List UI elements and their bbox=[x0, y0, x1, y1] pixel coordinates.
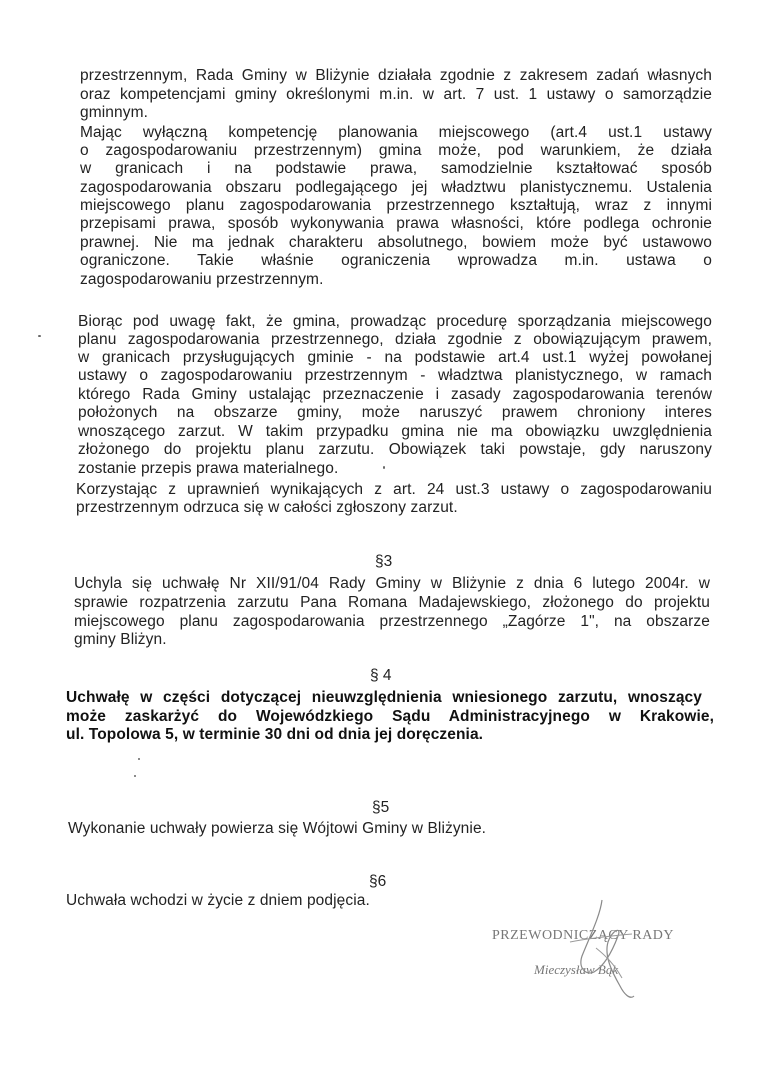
section-4-line: ul. Topolowa 5, w terminie 30 dni od dnia jej doręczenia. bbox=[66, 726, 484, 743]
paragraph-line: planu zagospodarowania przestrzennego, działa zgodnie z obowiązującym prawem, bbox=[78, 331, 712, 348]
paragraph-line: ograniczone. Takie właśnie ograniczenia wprowadza m.in. ustawa o bbox=[80, 252, 712, 269]
paragraph-line: wnoszącego zarzut. W takim przypadku gmina nie ma obowiązku uwzględnienia bbox=[78, 423, 712, 440]
section-heading: §6 bbox=[369, 873, 387, 890]
paragraph-line: o zagospodarowaniu przestrzennym) gmina może, pod warunkiem, że działa bbox=[80, 142, 712, 159]
section-5-line: Wykonanie uchwały powierza się Wójtowi Gminy w Bliżynie. bbox=[68, 820, 487, 837]
scan-speck bbox=[38, 335, 41, 337]
section-heading: § 4 bbox=[370, 667, 392, 684]
paragraph-line: zostanie przepis prawa materialnego. bbox=[78, 460, 339, 477]
paragraph-line: położonych na obszarze gminy, może naruszyć prawem chroniony interes bbox=[78, 404, 712, 421]
paragraph-line: w granicach przysługujących gminie - na podstawie art.4 ust.1 wyżej powołanej bbox=[78, 349, 712, 366]
paragraph-line: zagospodarowania obszaru podlegającego jej władztwu planistycznemu. Ustalenia bbox=[80, 179, 712, 196]
section-3-line: miejscowego planu zagospodarowania przestrzennego „Zagórze 1", na obszarze bbox=[74, 613, 710, 630]
stamp-name: Mieczysław Bąk bbox=[534, 962, 619, 977]
paragraph-line: Korzystając z uprawnień wynikających z art. 24 ust.3 ustawy o zagospodarowaniu bbox=[76, 481, 712, 498]
paragraph-line: którego Rada Gminy ustalając przeznaczenie i zasady zagospodarowania terenów bbox=[78, 386, 712, 403]
paragraph-line: Biorąc pod uwagę fakt, że gmina, prowadząc procedurę sporządzania miejscowego bbox=[78, 313, 712, 330]
paragraph-line: zagospodarowaniu przestrzennym. bbox=[80, 271, 324, 288]
section-3-line: sprawie rozpatrzenia zarzutu Pana Romana Madajewskiego, złożonego do projektu bbox=[74, 594, 710, 611]
stamp-title: PRZEWODNICZĄCY RADY bbox=[492, 928, 675, 943]
scan-speck bbox=[134, 775, 136, 777]
section-3-line: gminy Bliżyn. bbox=[74, 631, 167, 648]
section-4-line: może zaskarżyć do Wojewódzkiego Sądu Administracyjnego w Krakowie, bbox=[66, 708, 714, 725]
paragraph-line: oraz kompetencjami gminy określonymi m.in. w art. 7 ust. 1 ustawy o samorządzie bbox=[80, 86, 712, 103]
section-3-line: Uchyla się uchwałę Nr XII/91/04 Rady Gminy w Bliżynie z dnia 6 lutego 2004r. w bbox=[74, 575, 710, 592]
paragraph-line: gminnym. bbox=[80, 104, 148, 121]
handwritten-signature bbox=[560, 896, 640, 1006]
section-heading: §5 bbox=[372, 799, 390, 816]
paragraph-line: przestrzennym odrzuca się w całości zgłoszony zarzut. bbox=[76, 499, 458, 516]
paragraph-line: w granicach i na podstawie prawa, samodzielnie kształtować sposób bbox=[80, 160, 712, 177]
paragraph-line: Mając wyłączną kompetencję planowania miejscowego (art.4 ust.1 ustawy bbox=[80, 124, 712, 141]
paragraph-line: przestrzennym, Rada Gminy w Bliżynie działała zgodnie z zakresem zadań własnych bbox=[80, 67, 712, 84]
scan-speck bbox=[383, 466, 385, 469]
scan-speck bbox=[138, 758, 140, 760]
paragraph-line: przepisami prawa, sposób wykonywania prawa własności, które podlega ochronie bbox=[80, 215, 712, 232]
section-heading: §3 bbox=[375, 553, 393, 570]
paragraph-line: złożonego do projektu planu zarzutu. Obowiązek taki powstaje, gdy naruszony bbox=[78, 441, 712, 458]
paragraph-line: miejscowego planu zagospodarowania przestrzennego kształtują, wraz z innymi bbox=[80, 197, 712, 214]
paragraph-line: prawnej. Nie ma jednak charakteru absolutnego, bowiem może być ustawowo bbox=[80, 234, 712, 251]
section-4-line: Uchwałę w części dotyczącej nieuwzględnienia wniesionego zarzutu, wnoszący bbox=[66, 689, 702, 706]
section-6-line: Uchwała wchodzi w życie z dniem podjęcia. bbox=[66, 892, 370, 909]
paragraph-line: ustawy o zagospodarowaniu przestrzennym - władztwa planistycznego, w ramach bbox=[78, 367, 712, 384]
